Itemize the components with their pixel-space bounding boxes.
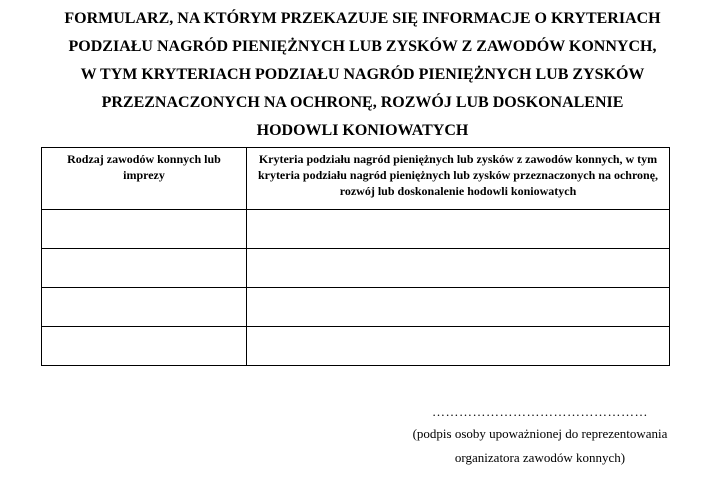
table-cell-criteria[interactable]	[247, 210, 670, 249]
form-title-line-2: PODZIAŁU NAGRÓD PIENIĘŻNYCH LUB ZYSKÓW Z ZAWODÓW KONNYCH,	[68, 38, 657, 55]
table-row	[42, 288, 670, 327]
table-cell-event-type[interactable]	[42, 210, 247, 249]
table-cell-criteria[interactable]	[247, 288, 670, 327]
form-title-line-3: W TYM KRYTERIACH PODZIAŁU NAGRÓD PIENIĘŻNYCH LUB ZYSKÓW	[80, 66, 645, 83]
form-title	[20, 5, 705, 145]
criteria-table	[41, 147, 670, 366]
column-header-event-type: Rodzaj zawodów konnych lub imprezy	[42, 148, 247, 210]
column-header-criteria: Kryteria podziału nagród pieniężnych lub zysków z zawodów konnych, w tym kryteria podziału nagród pieniężnych lub zysków przeznaczonych na ochronę, rozwój lub doskonalenie hodowli koniowatych	[247, 148, 670, 210]
table-cell-criteria[interactable]	[247, 327, 670, 366]
table-row	[42, 249, 670, 288]
table-cell-criteria[interactable]	[247, 249, 670, 288]
signature-caption-line-1: (podpis osoby upoważnionej do reprezentowania	[412, 426, 668, 441]
table-header-row	[42, 148, 670, 210]
signature-line: …………………………………………	[432, 404, 648, 419]
table-cell-event-type[interactable]	[42, 249, 247, 288]
table-cell-event-type[interactable]	[42, 288, 247, 327]
signature-block	[385, 402, 695, 470]
table-row	[42, 327, 670, 366]
form-title-line-4: PRZEZNACZONYCH NA OCHRONĘ, ROZWÓJ LUB DOSKONALENIE	[101, 94, 624, 111]
form-title-line-1: FORMULARZ, NA KTÓRYM PRZEKAZUJE SIĘ INFORMACJE O KRYTERIACH	[64, 10, 661, 27]
table-cell-event-type[interactable]	[42, 327, 247, 366]
signature-caption-line-2: organizatora zawodów konnych)	[454, 450, 626, 465]
form-title-line-5: HODOWLI KONIOWATYCH	[256, 122, 469, 139]
table-row	[42, 210, 670, 249]
